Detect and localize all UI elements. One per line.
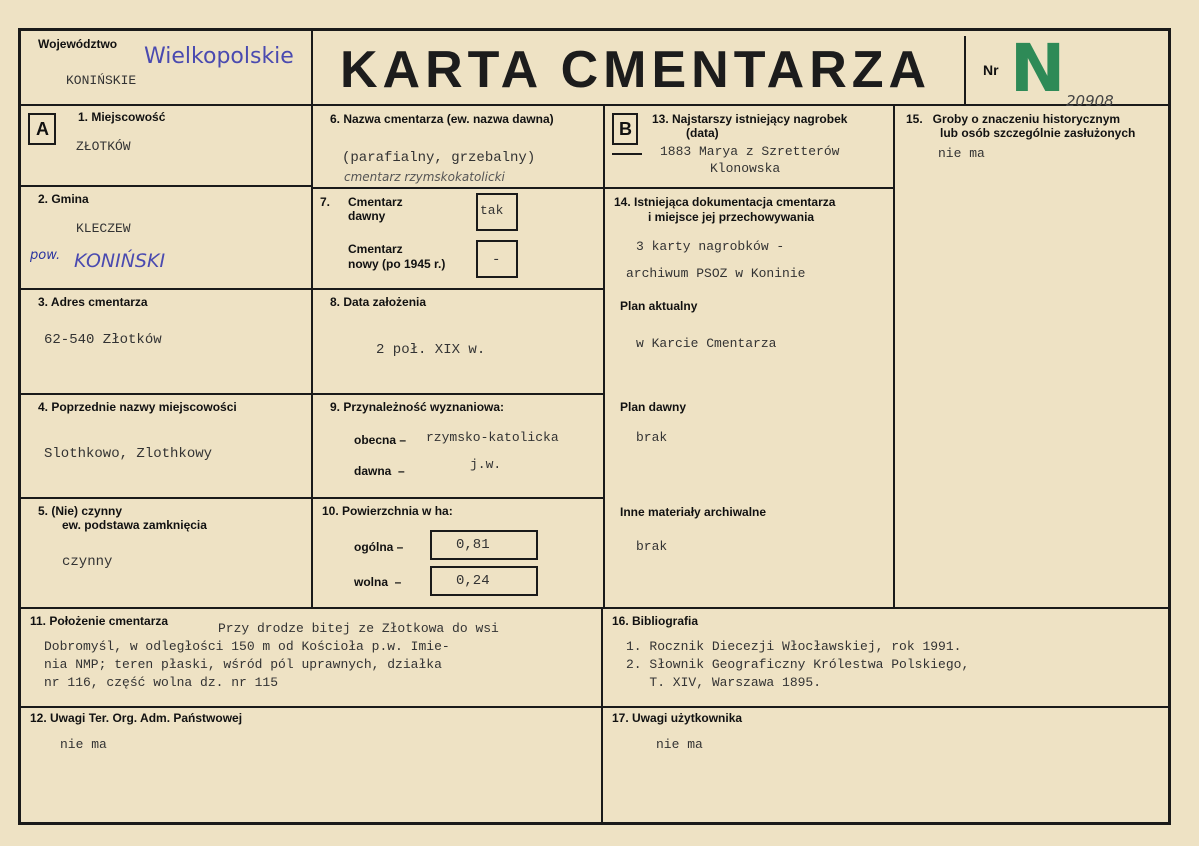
row-div-c2-4 [311,497,603,499]
field-9-current-value: rzymsko-katolicka [426,430,559,445]
row-div-c1-1 [18,185,311,187]
field-7-old-value: tak [480,203,504,218]
field-1-label: 1. Miejscowość [78,110,166,124]
nr-label: Nr [983,62,999,78]
field-1-value: ZŁOTKÓW [76,139,131,154]
field-13-value-2: Klonowska [710,161,781,176]
nr-letter: N [1010,30,1066,107]
row-div-bottom-1 [18,607,1171,609]
field-11-label: 11. Położenie cmentarza [30,614,169,628]
field-4-value: Slothkowo, Zlothkowy [44,446,213,462]
field-7-old-label: Cmentarz [348,195,403,209]
field-11-line-2: Dobromyśl, w odległości 150 m od Kościoła p.w. Imie- [44,639,450,654]
header-v-nr [964,36,966,104]
field-8-label: 8. Data założenia [330,295,427,309]
bibliography-item-2: 2. Słownik Geograficzny Królestwa Polskiego, [626,657,970,672]
field-5-sublabel: ew. podstawa zamknięcia [62,518,207,532]
col-divider-bottom [601,607,603,823]
plan-old-value: brak [636,430,668,445]
archive-materials-value: brak [636,539,668,554]
field-9-label: 9. Przynależność wyznaniowa: [330,400,505,414]
field-11-line-4: nr 116, część wolna dz. nr 115 [44,675,279,690]
plan-current-label: Plan aktualny [620,299,698,313]
field-14-label: 14. Istniejąca dokumentacja cmentarza [614,195,836,209]
field-10-label: 10. Powierzchnia w ha: [322,504,453,518]
field-9-current-label: obecna – [354,433,407,447]
field-15-label: 15. Groby o znaczeniu historycznym [906,112,1121,126]
field-4-label: 4. Poprzednie nazwy miejscowości [38,400,237,414]
field-6-handwritten: cmentarz rzymskokatolicki [344,170,505,184]
col-divider-3 [893,104,895,608]
field-11-line-3: nia NMP; teren płaski, wśród pól uprawnych, działka [44,657,442,672]
row-div-c2-2 [311,288,603,290]
bibliography-item-3: T. XIV, Warszawa 1895. [626,675,822,690]
plan-old-label: Plan dawny [620,400,687,414]
voivodeship-stamp: Wielkopolskie [144,44,294,69]
old-voivodeship: KONIŃSKIE [66,73,137,88]
voivodeship-label: Województwo [38,37,118,51]
archive-materials-label: Inne materiały archiwalne [620,505,767,519]
field-10-total-label: ogólna – [354,540,404,554]
page-title: KARTA CMENTARZA [340,41,932,99]
col-divider-2 [603,104,605,608]
row-div-bottom-2 [18,706,1171,708]
field-5-value: czynny [62,554,113,570]
field-7-new-value: - [492,252,501,268]
field-8-value: 2 poł. XIX w. [376,342,486,358]
field-7-new-sublabel: nowy (po 1945 r.) [348,257,446,271]
county-prefix: pow. [30,248,61,263]
field-12-label: 12. Uwagi Ter. Org. Adm. Państwowej [30,711,243,725]
field-7-old-sublabel: dawny [348,209,386,223]
county-stamp: KONIŃSKI [74,250,166,272]
header-v-left [311,28,313,608]
section-b-letter: B [619,119,632,139]
header-divider [18,104,1171,106]
field-10-total-value: 0,81 [456,537,490,553]
row-div-c1-2 [18,288,311,290]
field-6-value: (parafialny, grzebalny) [342,150,536,166]
field-2-label: 2. Gmina [38,192,89,206]
frame-right [1168,28,1171,824]
field-13-rule [612,153,642,155]
row-div-c3-1 [603,187,893,189]
frame-bottom [18,822,1171,825]
field-13-sublabel: (data) [686,126,719,140]
field-14-value-1: 3 karty nagrobków - [636,239,785,254]
section-a-letter: A [36,119,49,139]
field-14-value-2: archiwum PSOZ w Koninie [626,266,806,281]
frame-left [18,28,21,824]
field-16-label: 16. Bibliografia [612,614,699,628]
field-3-value: 62-540 Złotków [44,332,162,348]
field-5-label: 5. (Nie) czynny [38,504,123,518]
field-11-line-1: Przy drodze bitej ze Złotkowa do wsi [218,621,499,636]
field-9-former-label: dawna – [354,464,405,478]
field-2-value: KLECZEW [76,221,131,236]
bibliography-item-1: 1. Rocznik Diecezji Włocławskiej, rok 1991. [626,639,962,654]
field-7-new-label: Cmentarz [348,242,403,256]
field-15-sublabel: lub osób szczególnie zasłużonych [940,126,1136,140]
field-12-value: nie ma [60,737,107,752]
field-10-free-value: 0,24 [456,573,490,589]
field-13-value-1: 1883 Marya z Szretterów [660,144,840,159]
field-15-value: nie ma [938,146,985,161]
field-10-free-label: wolna – [354,575,402,589]
nr-number: 20908 [1066,92,1114,110]
row-div-c1-3 [18,393,311,395]
field-14-sublabel: i miejsce jej przechowywania [648,210,815,224]
field-3-label: 3. Adres cmentarza [38,295,148,309]
field-13-label: 13. Najstarszy istniejący nagrobek [652,112,848,126]
field-9-former-value: j.w. [470,457,502,472]
field-17-label: 17. Uwagi użytkownika [612,711,743,725]
field-17-value: nie ma [656,737,703,752]
row-div-c1-4 [18,497,311,499]
plan-current-value: w Karcie Cmentarza [636,336,777,351]
row-div-c2-1 [311,187,603,189]
row-div-c2-3 [311,393,603,395]
field-6-label: 6. Nazwa cmentarza (ew. nazwa dawna) [330,112,554,126]
field-7-label: 7. [320,195,331,209]
frame-top [18,28,1171,31]
